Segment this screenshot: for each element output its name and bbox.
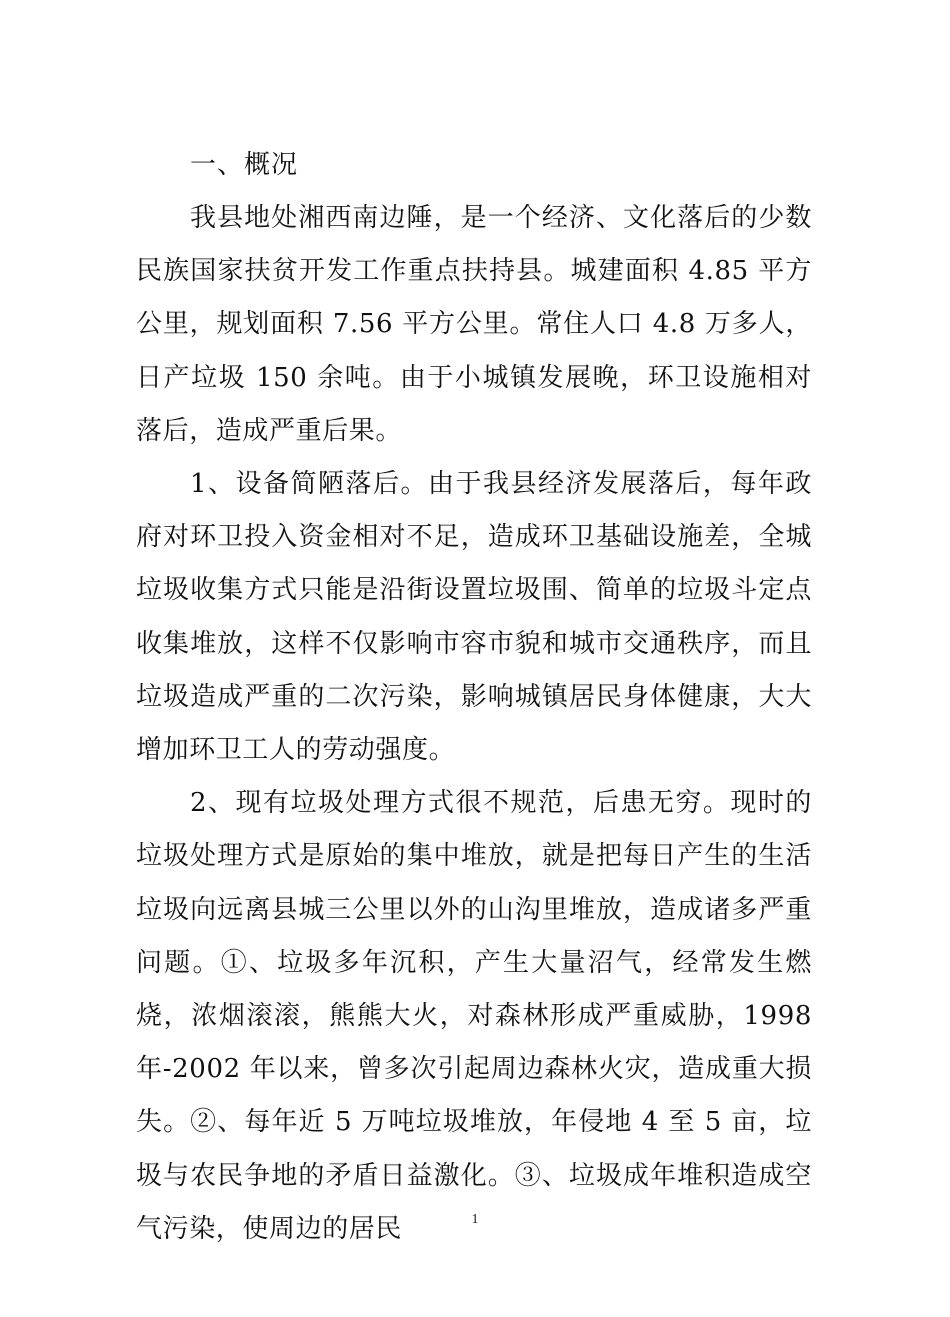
page-number: 1: [471, 1212, 479, 1227]
paragraph-overview: 我县地处湘西南边陲，是一个经济、文化落后的少数民族国家扶贫开发工作重点扶持县。城建面积 4.85 平方公里，规划面积 7.56 平方公里。常住人口 4.8 万多人，日产垃圾 150 余吨。由于小城镇发展晚，环卫设施相对落后，造成严重后果。: [136, 203, 812, 446]
paragraph-disposal: 2、现有垃圾处理方式很不规范，后患无穷。现时的垃圾处理方式是原始的集中堆放，就是把每日产生的生活垃圾向远离县城三公里以外的山沟里堆放，造成诸多严重问题。①、垃圾多年沉积，产生大量沼气，经常发生燃烧，浓烟滚滚，熊熊大火，对森林形成严重威胁，1998 年-2002 年以来，曾多次引起周边森林火灾，造成重大损失。②、每年近 5 万吨垃圾堆放，年侵地 4 至 5 亩，垃圾与农民争地的矛盾日益激化。③、垃圾成年堆积造成空气污染，使周边的居民: [136, 788, 812, 1244]
document-body: [136, 139, 812, 1256]
section-heading: 一、概况: [190, 150, 299, 180]
paragraph-equipment: 1、设备简陋落后。由于我县经济发展落后，每年政府对环卫投入资金相对不足，造成环卫基础设施差，全城垃圾收集方式只能是沿街设置垃圾围、简单的垃圾斗定点收集堆放，这样不仅影响市容市貌和城市交通秩序，而且垃圾造成严重的二次污染，影响城镇居民身体健康，大大增加环卫工人的劳动强度。: [136, 469, 812, 766]
